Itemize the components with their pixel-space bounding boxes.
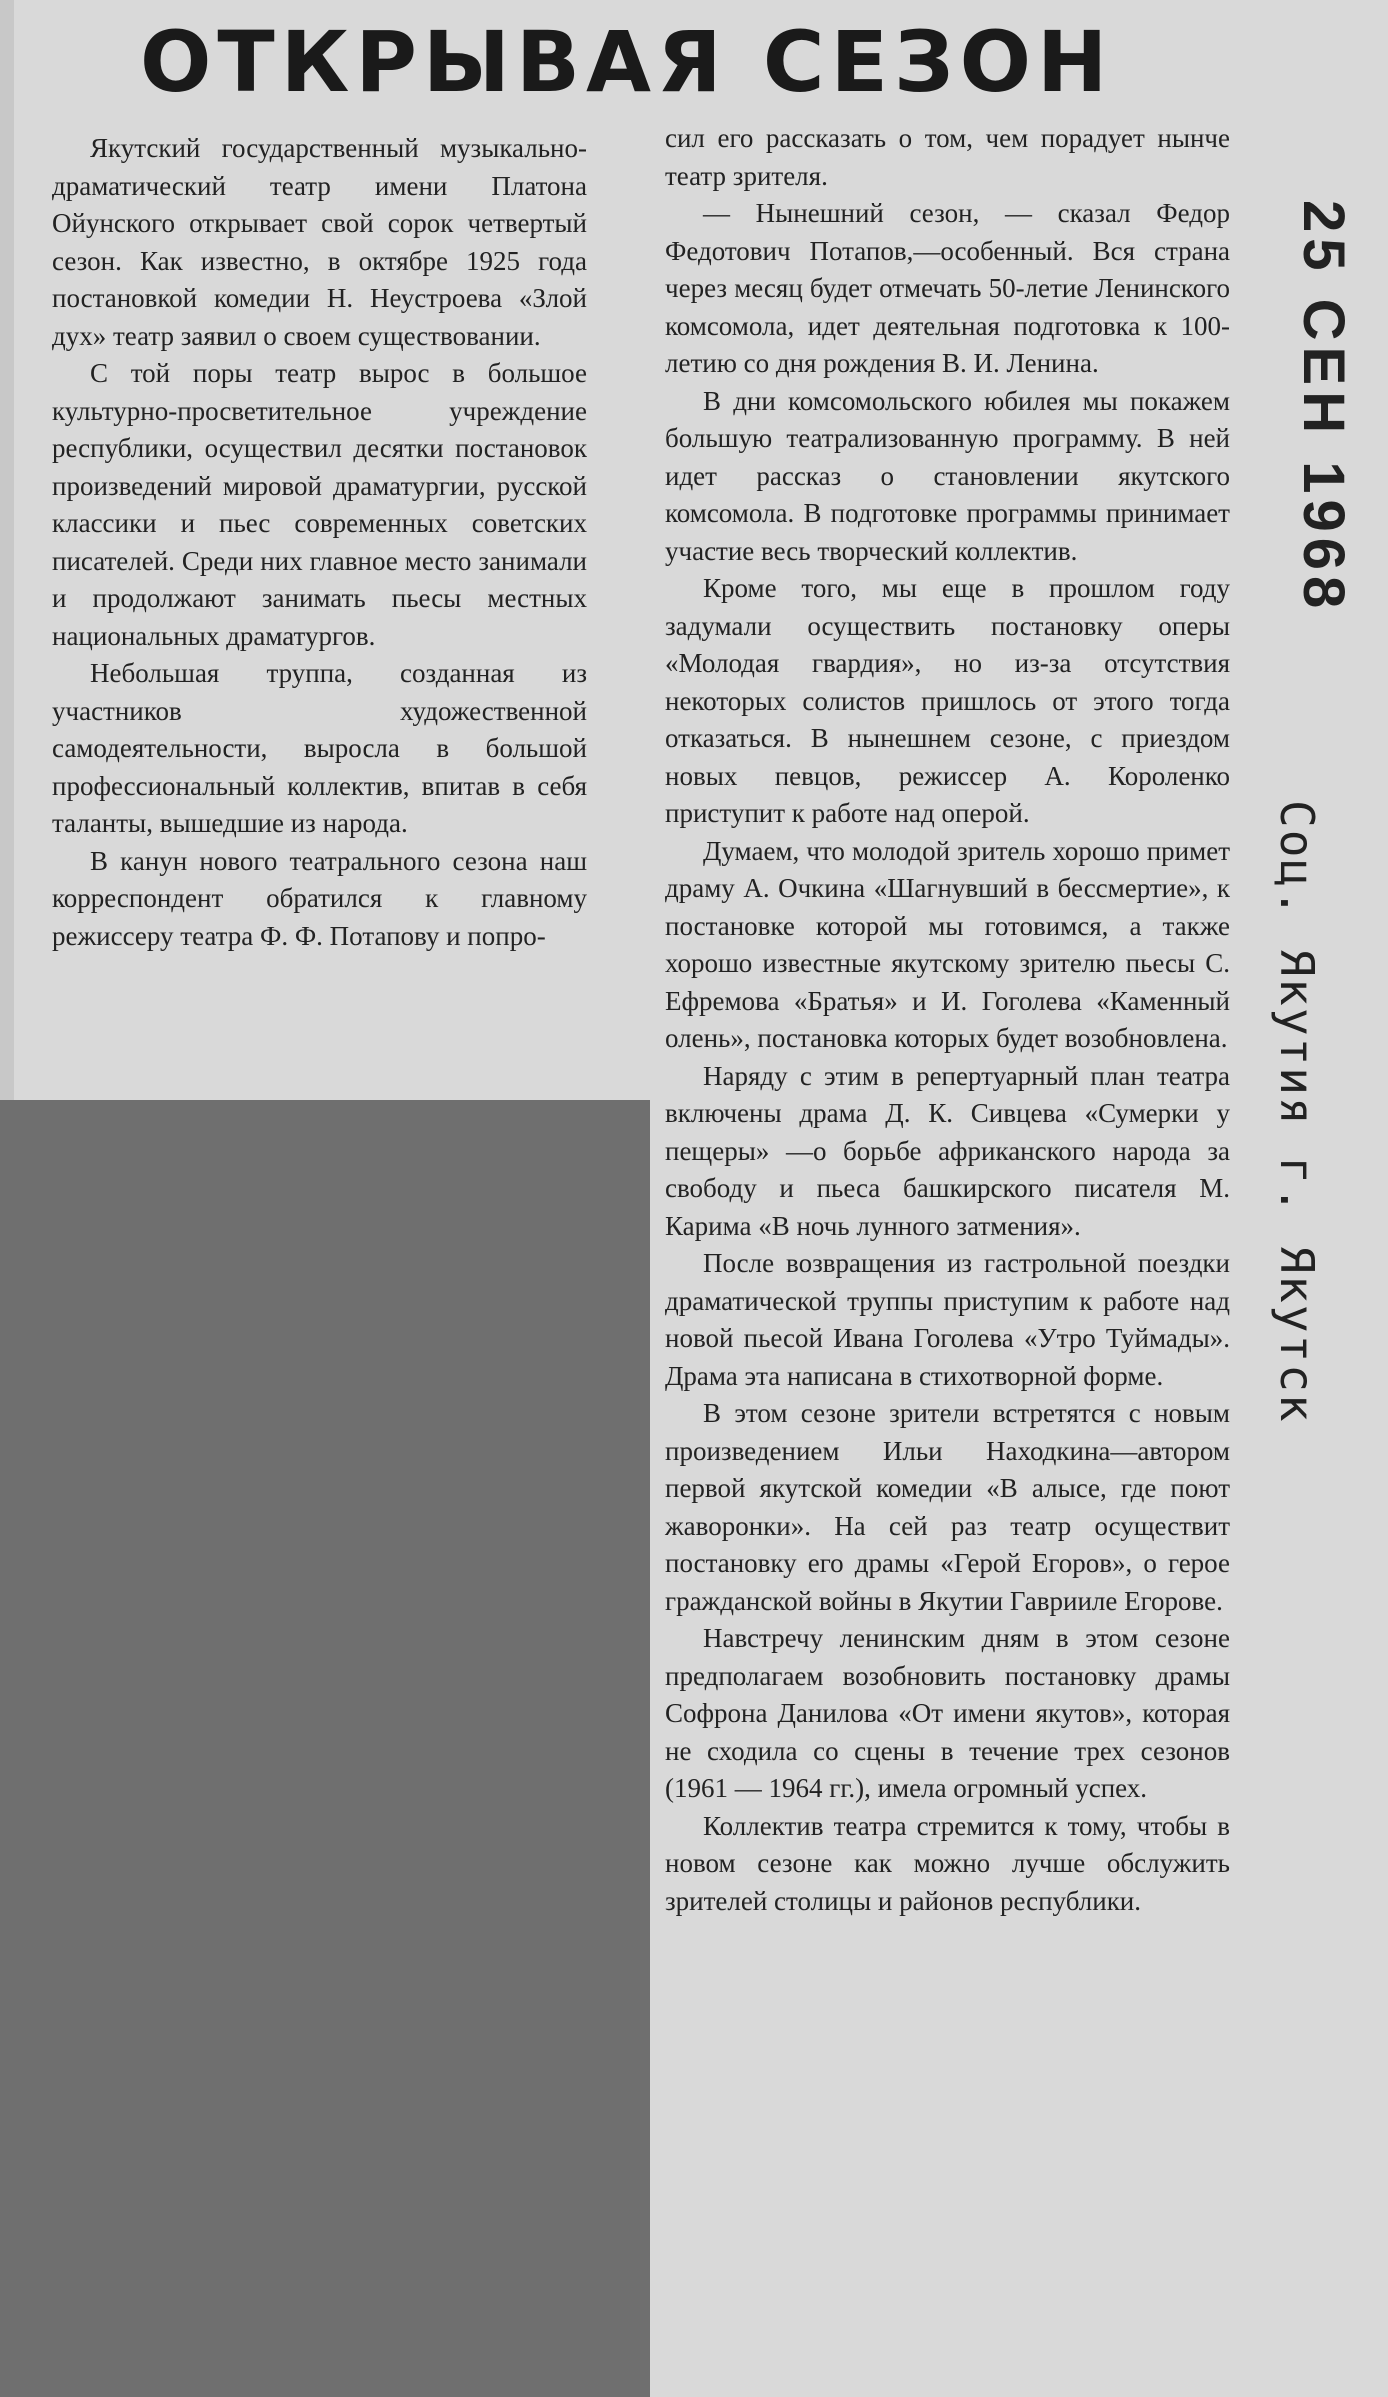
paragraph: Думаем, что молодой зритель хорошо примет драму А. Очкина «Шагнувший в бессмертие», к постановке которой мы готовимся, а также хорошо известные якутскому зрителю пьесы С. Ефремова «Братья» и И. Гоголева «Каменный олень», постановка которых будет возобновлена. (665, 835, 1230, 1053)
paragraph: С той поры театр вырос в большое культурно-просветительное учреждение республики, осуществил десятки постановок произведений мировой драматургии, русской классики и пьес современных советских писателей. Среди них главное место занимали и продолжают занимать пьесы местных национальных драматургов. (52, 358, 587, 651)
paragraph: Коллектив театра стремится к тому, чтобы в новом сезоне как можно лучше обслужить зрителей столицы и районов республики. (665, 1810, 1230, 1916)
paragraph: сил его рассказать о том, чем порадует нынче театр зрителя. (665, 123, 1230, 191)
paragraph: В этом сезоне зрители встретятся с новым произведением Ильи Находкина—автором первой якутской комедии «В алысе, где поют жаворонки». На сей раз театр осуществит постановку его драмы «Герой Егоров», о герое гражданской войны в Якутии Гаврииле Егорове. (665, 1398, 1230, 1616)
paragraph: Небольшая труппа, созданная из участников художественной самодеятельности, выросла в большой профессиональный коллектив, впитав в себя таланты, вышедшие из народа. (52, 658, 587, 838)
article-column-left (52, 130, 587, 955)
paragraph: Навстречу ленинским дням в этом сезоне предполагаем возобновить постановку драмы Софрона Данилова «От имени якутов», которая не сходила со сцены в течение трех сезонов (1961 — 1964 гг.), имела огромный успех. (665, 1623, 1230, 1803)
date-stamp: 25 СЕН 1968 (1291, 200, 1356, 615)
headline: ОТКРЫВАЯ СЕЗОН (140, 13, 1114, 111)
paragraph: — Нынешний сезон, — сказал Федор Федотович Потапов,—особенный. Вся страна через месяц будет отмечать 50-летие Ленинского комсомола, идет деятельная подготовка к 100-летию со дня рождения В. И. Ленина. (665, 198, 1230, 378)
paragraph: Наряду с этим в репертуарный план театра включены драма Д. К. Сивцева «Сумерки у пещеры» —о борьбе африканского народа за свободу и пьеса башкирского писателя М. Карима «В ночь лунного затмения». (665, 1060, 1230, 1241)
paragraph: В канун нового театрального сезона наш корреспондент обратился к главному режиссеру театра Ф. Ф. Потапову и попро- (52, 845, 587, 951)
album-page-edge (0, 0, 14, 1100)
source-note: Соц. Якутия г. Якутск (1270, 800, 1324, 1424)
paragraph: Кроме того, мы еще в прошлом году задумали осуществить постановку оперы «Молодая гвардия», но из-за отсутствия некоторых солистов пришлось от этого тогда отказаться. В нынешнем сезоне, с приездом новых певцов, режиссер А. Короленко приступит к работе над оперой. (665, 573, 1230, 828)
paragraph: После возвращения из гастрольной поездки драматической труппы приступим к работе над новой пьесой Ивана Гоголева «Утро Туймады». Драма эта написана в стихотворной форме. (665, 1248, 1230, 1391)
article-column-right (665, 120, 1230, 1920)
paragraph: Якутский государственный музыкально-драматический театр имени Платона Ойунского открывает свой сорок четвертый сезон. Как известно, в октябре 1925 года постановкой комедии Н. Неустроева «Злой дух» театр заявил о своем существовании. (52, 133, 587, 351)
paragraph: В дни комсомольского юбилея мы покажем большую театрализованную программу. В ней идет рассказ о становлении якутского комсомола. В подготовке программы принимает участие весь творческий коллектив. (665, 385, 1230, 566)
